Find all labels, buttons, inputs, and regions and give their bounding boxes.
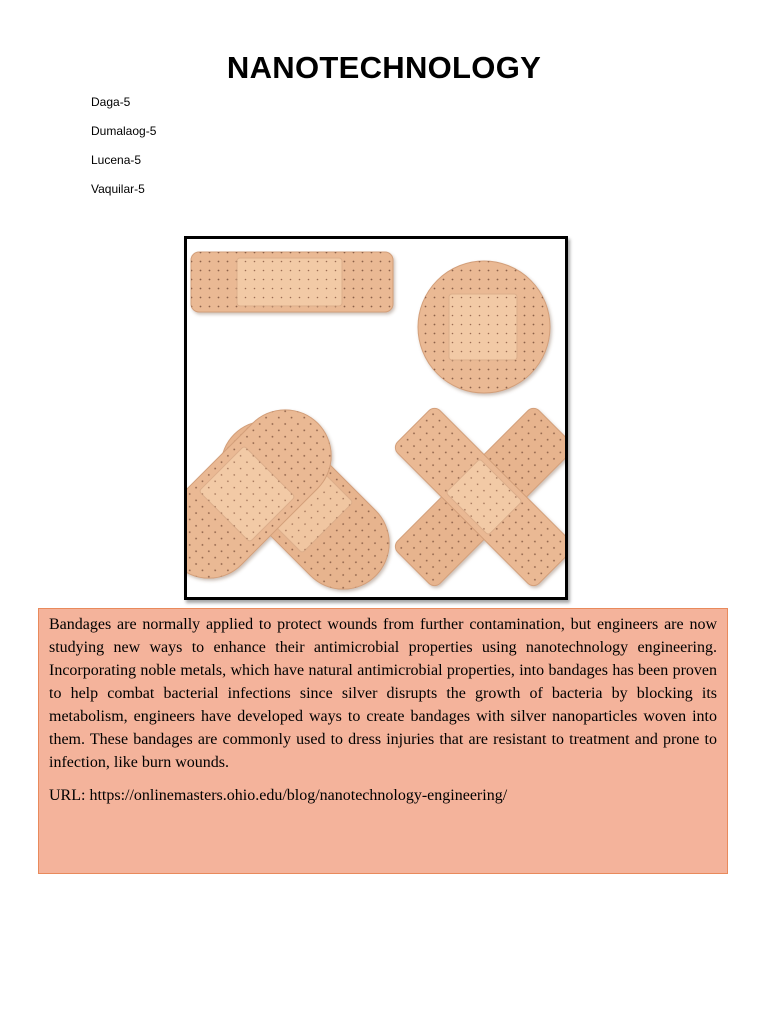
source-url: URL: https://onlinemasters.ohio.edu/blog/nanotechnology-engineering/ [49,787,508,804]
author-item: Lucena-5 [91,153,142,167]
description-box [38,608,728,874]
heart-bandages [187,391,408,597]
description-paragraph: Bandages are normally applied to protect wounds from further contamination, but engineers are now studying new ways to enhance their antimicrobial properties using nanotechnology engineering. Incorporating noble metals, which have natural antimicrobial properties, into bandages has been proven to help combat bacterial infections since silver disrupts the growth of bacteria by blocking its metabolism, engineers have developed ways to create bandages with silver nanoparticles woven into them. These bandages are commonly used to dress injuries that are resistant to treatment and prone to infection, like burn wounds. [49,616,717,771]
author-item: Vaquilar-5 [91,182,145,196]
author-item: Daga-5 [91,95,131,109]
author-list [91,93,156,209]
page-title: NANOTECHNOLOGY [226,50,542,85]
cross-bandages [392,405,565,589]
bandages-illustration [187,239,565,597]
strip-bandage [191,252,393,312]
bandages-image [184,236,568,600]
round-bandage [418,261,550,393]
author-item: Dumalaog-5 [91,124,157,138]
